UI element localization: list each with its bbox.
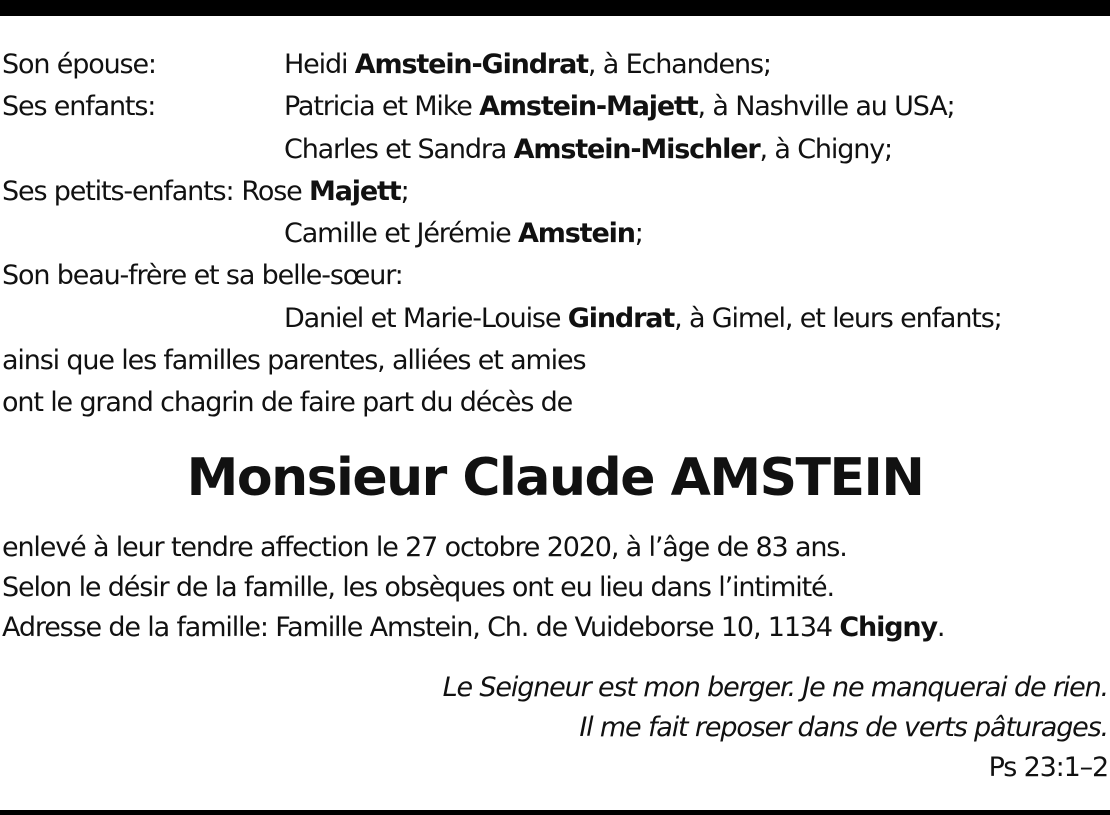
- funeral-line: Selon le désir de la famille, les obsèques ont eu lieu dans l’intimité.: [2, 572, 834, 603]
- spouse-last-name: Amstein-Gindrat: [354, 49, 588, 80]
- grandchild-punct: ;: [634, 218, 643, 250]
- child-first-names: Patricia et Mike: [284, 91, 480, 123]
- spouse-row: [2, 44, 1110, 86]
- grandchildren-names-2: [284, 213, 643, 255]
- grandchild-last-name: Majett: [309, 175, 401, 207]
- child-location: , à Nashville au USA;: [697, 91, 955, 123]
- children-row-2: [2, 129, 1110, 171]
- grandchildren-names-1: [241, 171, 408, 213]
- child-last-name: Amstein-Mischler: [513, 133, 760, 165]
- role-spacer: [2, 213, 284, 255]
- grandchild-first-names: Camille et Jérémie: [284, 218, 519, 250]
- verse-line-2: Il me fait reposer dans de verts pâturages.: [579, 712, 1108, 743]
- child-last-name: Amstein-Majett: [479, 91, 698, 123]
- grandchildren-role: Ses petits-enfants:: [2, 175, 234, 207]
- spouse-role: Son épouse:: [2, 49, 156, 80]
- in-laws-role: Son beau-frère et sa belle-sœur:: [2, 260, 403, 292]
- in-laws-location: , à Gimel, et leurs enfants;: [674, 302, 1002, 334]
- grandchild-first-name: Rose: [241, 175, 309, 207]
- children-role: Ses enfants:: [2, 91, 156, 123]
- bottom-rule: [0, 810, 1110, 815]
- children-names-2: [284, 129, 892, 171]
- child-first-names: Charles et Sandra: [284, 133, 514, 165]
- grandchildren-row-2: [2, 213, 1110, 255]
- spouse-names: [284, 44, 771, 86]
- address-line: [2, 608, 1110, 648]
- spouse-location: , à Echandens;: [587, 49, 771, 80]
- in-laws-row: [2, 298, 1110, 340]
- grandchildren-row-1: [2, 171, 1110, 213]
- psalm-verse: [443, 668, 1108, 788]
- death-date-line: enlevé à leur tendre affection le 27 octobre 2020, à l’âge de 83 ans.: [2, 532, 847, 563]
- in-laws-last-name: Gindrat: [567, 302, 675, 334]
- child-location: , à Chigny;: [759, 133, 892, 165]
- top-rule: [0, 0, 1110, 16]
- address-end: .: [936, 612, 945, 643]
- children-names-1: [284, 86, 955, 128]
- role-spacer: [2, 298, 284, 340]
- in-laws-names: [284, 298, 1002, 340]
- verse-reference: Ps 23:1–2: [988, 752, 1108, 783]
- address-text: Adresse de la famille: Famille Amstein, Ch. de Vuideborse 10, 1134: [2, 612, 840, 643]
- death-details: [2, 528, 1110, 648]
- in-laws-first-names: Daniel et Marie-Louise: [284, 302, 568, 334]
- announcement-line: ont le grand chagrin de faire part du décès de: [2, 387, 573, 419]
- spouse-first-name: Heidi: [284, 49, 355, 80]
- deceased-name: Monsieur Claude AMSTEIN: [186, 448, 924, 508]
- address-town: Chigny: [839, 612, 937, 643]
- relatives-line: ainsi que les familles parentes, alliées et amies: [2, 345, 586, 377]
- family-list: [2, 44, 1110, 425]
- grandchild-punct: ;: [400, 175, 409, 207]
- children-row-1: [2, 86, 1110, 128]
- grandchild-last-name: Amstein: [518, 218, 635, 250]
- verse-line-1: Le Seigneur est mon berger. Je ne manquerai de rien.: [442, 672, 1108, 703]
- role-spacer: [2, 129, 284, 171]
